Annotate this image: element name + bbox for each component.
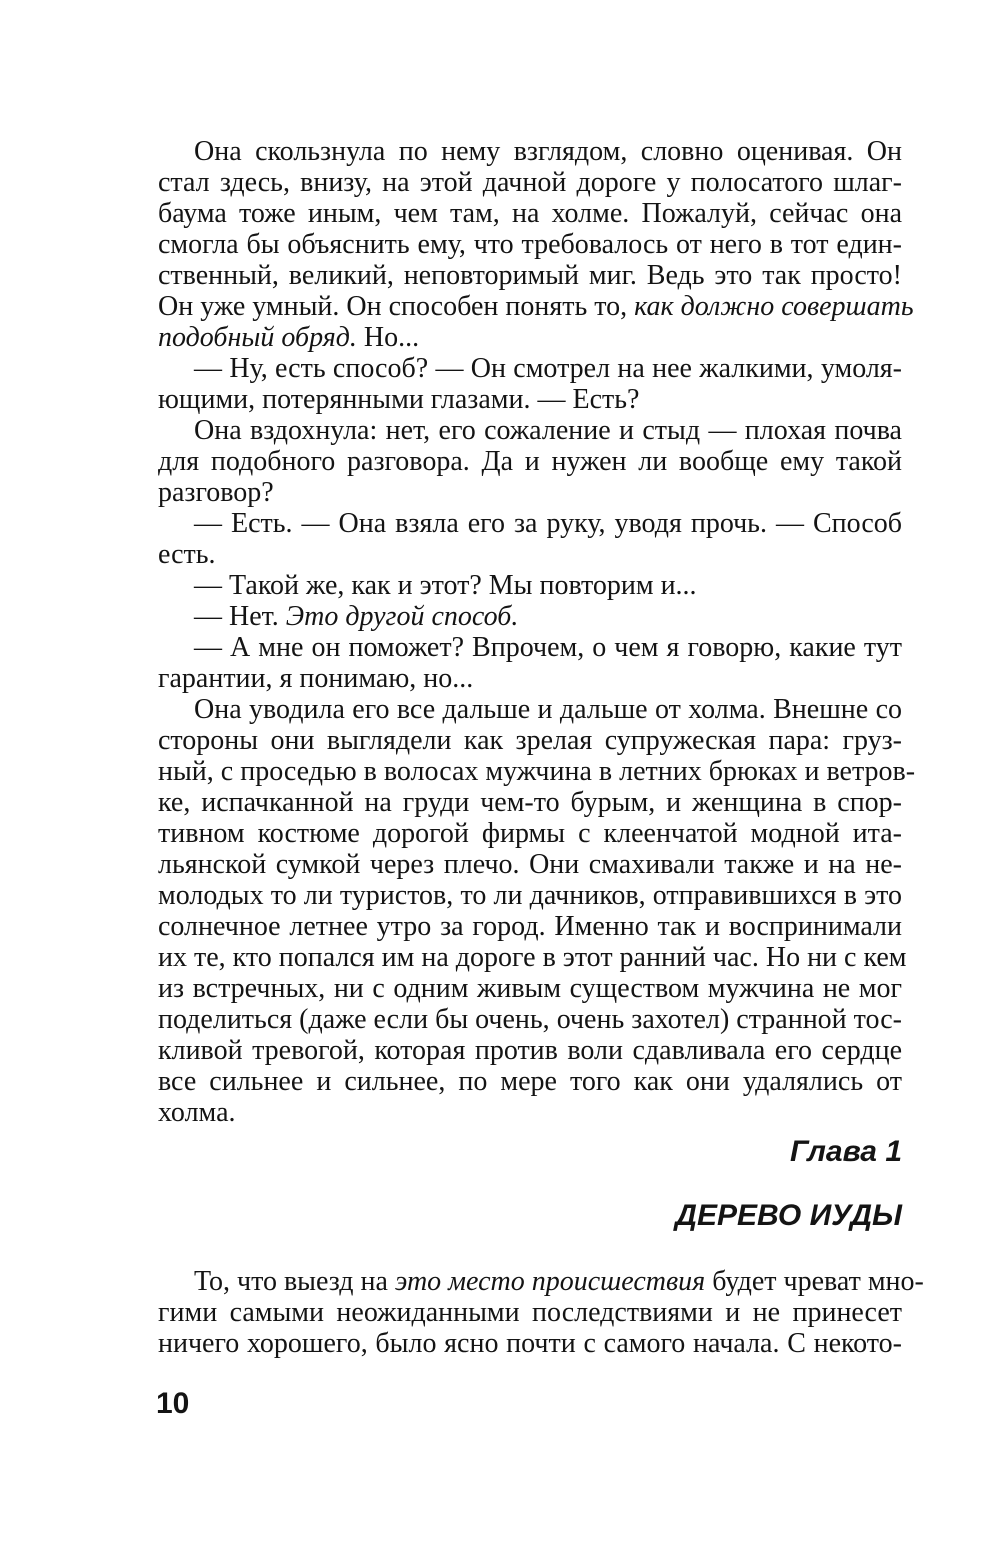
text-line: поделиться (даже если бы очень, очень захотел) странной тос- xyxy=(158,1004,902,1035)
text-line: тивном костюме дорогой фирмы с клеенчатой модной ита- xyxy=(158,818,902,849)
text-run: То, что выезд на xyxy=(194,1266,395,1297)
paragraph xyxy=(158,694,916,1128)
text-line: солнечное летнее утро за город. Именно так и воспринимали xyxy=(158,911,902,942)
text-line: стал здесь, внизу, на этой дачной дороге у полосатого шлаг- xyxy=(158,167,902,198)
paragraph xyxy=(158,415,902,508)
text-line xyxy=(158,322,902,353)
text-line: холма. xyxy=(158,1097,236,1128)
page-number: 10 xyxy=(156,1387,190,1420)
text-line xyxy=(158,601,902,632)
paragraph xyxy=(158,632,902,694)
text-line: для подобного разговора. Да и нужен ли вообще ему такой xyxy=(158,446,902,477)
text-line: ющими, потерянными глазами. — Есть? xyxy=(158,384,640,415)
paragraph xyxy=(158,601,902,632)
text-line: стороны они выглядели как зрелая супружеская пара: груз- xyxy=(158,725,902,756)
chapter-number: Глава 1 xyxy=(789,1135,902,1168)
italic-run: как должно совершать xyxy=(634,291,914,322)
text-line: разговор? xyxy=(158,477,274,508)
text-run: будет чреват мно- xyxy=(705,1266,924,1297)
book-page xyxy=(158,136,924,1359)
paragraph xyxy=(158,570,902,601)
text-line: — Такой же, как и этот? Мы повторим и... xyxy=(194,570,697,601)
text-line xyxy=(158,291,914,322)
text-line: гими самыми неожиданными последствиями и не принесет xyxy=(158,1297,902,1328)
text-run: — Нет. xyxy=(194,601,286,632)
italic-run: Это другой способ. xyxy=(285,601,519,632)
text-line: баума тоже иным, чем там, на холме. Пожалуй, сейчас она xyxy=(158,198,902,229)
text-line: есть. xyxy=(158,539,216,570)
text-line: ный, с проседью в волосах мужчина в летних брюках и ветров- xyxy=(158,756,916,787)
text-line: ственный, великий, неповторимый миг. Ведь это так просто! xyxy=(158,260,902,291)
text-line xyxy=(158,1266,924,1297)
text-line: льянской сумкой через плечо. Они смахивали также и на не- xyxy=(158,849,902,880)
text-line: — Есть. — Она взяла его за руку, уводя прочь. — Способ xyxy=(194,508,902,539)
text-run: Он уже умный. Он способен понять то, xyxy=(158,291,635,322)
text-line: их те, кто попался им на дороге в этот ранний час. Но ни с кем xyxy=(158,942,907,973)
text-line: кливой тревогой, которая против воли сдавливала его сердце xyxy=(158,1035,902,1066)
chapter-paragraph xyxy=(158,1266,924,1359)
text-run: Но... xyxy=(356,322,420,353)
paragraph xyxy=(158,136,914,353)
text-line: — Ну, есть способ? — Он смотрел на нее жалкими, умоля- xyxy=(194,353,902,384)
text-line: все сильнее и сильнее, по мере того как они удалялись от xyxy=(158,1066,902,1097)
text-line: — А мне он поможет? Впрочем, о чем я говорю, какие тут xyxy=(194,632,902,663)
text-line: из встречных, ни с одним живым существом мужчина не мог xyxy=(158,973,902,1004)
text-line: Она вздохнула: нет, его сожаление и стыд — плохая почва xyxy=(194,415,902,446)
text-line: ничего хорошего, было ясно почти с самого начала. С некото- xyxy=(158,1328,902,1359)
paragraph xyxy=(158,508,902,570)
text-line: Она уводила его все дальше и дальше от холма. Внешне со xyxy=(194,694,902,725)
italic-run: это место происшествия xyxy=(394,1266,706,1297)
italic-run: подобный обряд. xyxy=(158,322,357,353)
text-line: молодых то ли туристов, то ли дачников, отправившихся в это xyxy=(158,880,902,911)
chapter-title: ДЕРЕВО ИУДЫ xyxy=(675,1199,902,1232)
text-line: гарантии, я понимаю, но... xyxy=(158,663,474,694)
text-line: ке, испачканной на груди чем-то бурым, и женщина в спор- xyxy=(158,787,902,818)
text-line: смогла бы объяснить ему, что требовалось от него в тот един- xyxy=(158,229,902,260)
paragraph xyxy=(158,353,902,415)
text-line: Она скользнула по нему взглядом, словно оценивая. Он xyxy=(194,136,902,167)
